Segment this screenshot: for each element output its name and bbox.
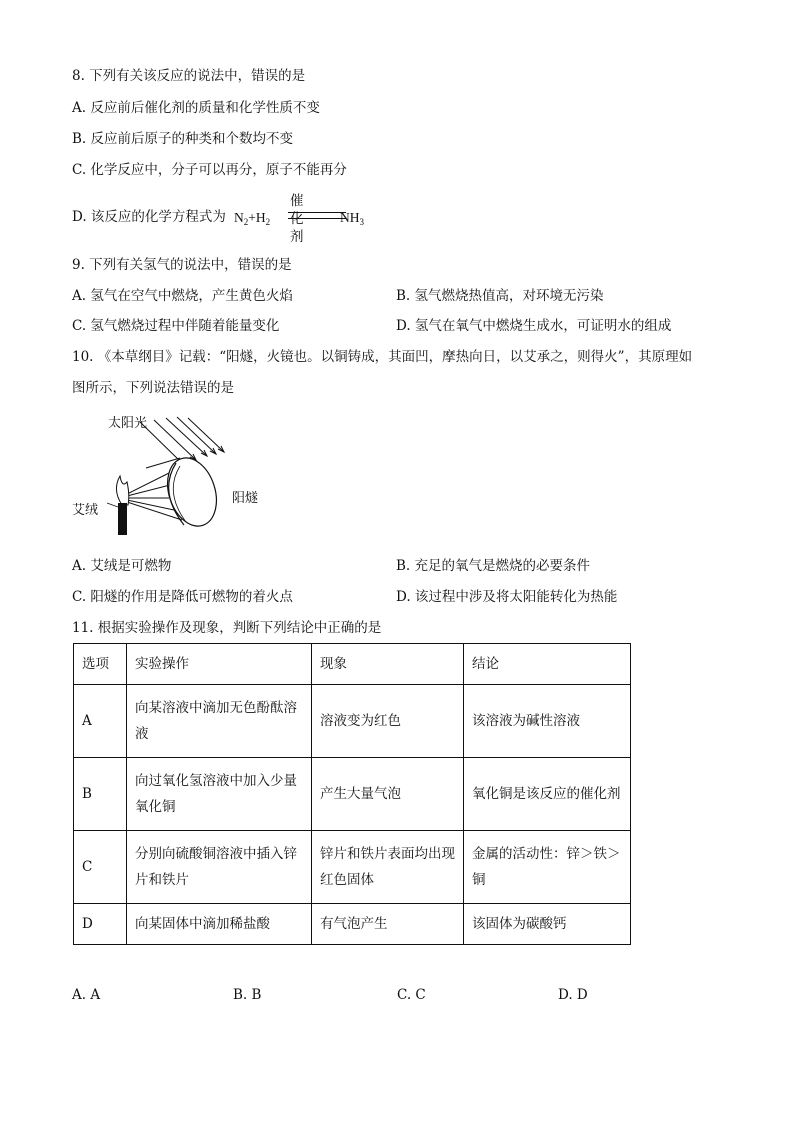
row-a-conclusion: 该溶液为碱性溶液 <box>464 685 631 758</box>
q10-option-a: A. 艾绒是可燃物 <box>72 558 172 574</box>
reaction-condition: 催化剂 <box>290 193 304 245</box>
row-c-option: C <box>74 831 127 904</box>
chemical-equation-reactants: $N_2+H_2$ <box>234 210 271 227</box>
header-option: 选项 <box>74 644 127 685</box>
q8-option-b: B. 反应前后原子的种类和个数均不变 <box>72 131 294 147</box>
q9-option-a: A. 氢气在空气中燃烧，产生黄色火焰 <box>72 288 293 304</box>
table-row <box>74 758 631 831</box>
q9-option-d: D. 氢气在氧气中燃烧生成水，可证明水的组成 <box>396 318 672 334</box>
q11-experiment-table <box>73 643 631 945</box>
table-header-row <box>74 644 631 685</box>
row-d-operation: 向某固体中滴加稀盐酸 <box>127 904 312 945</box>
table-row <box>74 831 631 904</box>
q11-option-b: B. B <box>233 987 262 1003</box>
q11-stem: 11. 根据实验操作及现象，判断下列结论中正确的是 <box>72 620 382 636</box>
row-d-option: D <box>74 904 127 945</box>
row-b-operation: 向过氧化氢溶液中加入少量氧化铜 <box>127 758 312 831</box>
row-d-phenomenon: 有气泡产生 <box>312 904 464 945</box>
q10-option-b: B. 充足的氧气是燃烧的必要条件 <box>396 558 591 574</box>
row-d-conclusion: 该固体为碳酸钙 <box>464 904 631 945</box>
label-moxa: 艾绒 <box>72 503 99 518</box>
q9-option-b: B. 氢气燃烧热值高，对环境无污染 <box>396 288 604 304</box>
row-c-conclusion: 金属的活动性：锌＞铁＞铜 <box>464 831 631 904</box>
q10-stem-line2: 图所示，下列说法错误的是 <box>72 380 234 396</box>
header-conclusion: 结论 <box>464 644 631 685</box>
label-burning-mirror: 阳燧 <box>232 491 259 506</box>
q8-option-c: C. 化学反应中，分子可以再分，原子不能再分 <box>72 162 347 178</box>
table-row <box>74 685 631 758</box>
q8-option-d-text: D. 该反应的化学方程式为 <box>72 209 226 225</box>
row-c-operation: 分别向硫酸铜溶液中插入锌片和铁片 <box>127 831 312 904</box>
q9-option-c: C. 氢气燃烧过程中伴随着能量变化 <box>72 318 280 334</box>
q11-option-a: A. A <box>72 987 101 1003</box>
row-b-phenomenon: 产生大量气泡 <box>312 758 464 831</box>
q10-stem-line1: 10. 《本草纲目》记载：“阳燧，火镜也。以铜铸成，其面凹，摩热向日，以艾承之，则得火”，其原理如 <box>72 349 693 365</box>
q10-option-d: D. 该过程中涉及将太阳能转化为热能 <box>396 589 618 605</box>
label-sunlight: 太阳光 <box>108 416 148 431</box>
burning-mirror-figure <box>72 410 272 540</box>
row-a-phenomenon: 溶液变为红色 <box>312 685 464 758</box>
row-c-phenomenon: 锌片和铁片表面均出现红色固体 <box>312 831 464 904</box>
header-operation: 实验操作 <box>127 644 312 685</box>
row-b-conclusion: 氧化铜是该反应的催化剂 <box>464 758 631 831</box>
row-a-option: A <box>74 685 127 758</box>
q10-option-c: C. 阳燧的作用是降低可燃物的着火点 <box>72 589 293 605</box>
q11-option-d: D. D <box>558 987 588 1003</box>
q8-stem: 8. 下列有关该反应的说法中，错误的是 <box>72 68 306 84</box>
equation-equals-sign <box>288 212 346 219</box>
q11-option-c: C. C <box>397 987 426 1003</box>
q9-stem: 9. 下列有关氢气的说法中，错误的是 <box>72 257 292 273</box>
q8-option-a: A. 反应前后催化剂的质量和化学性质不变 <box>72 100 320 116</box>
table-row <box>74 904 631 945</box>
burning-mirror-illustration <box>72 410 272 540</box>
header-phenomenon: 现象 <box>312 644 464 685</box>
chemical-equation-product: $NH_3$ <box>340 210 364 227</box>
row-b-option: B <box>74 758 127 831</box>
row-a-operation: 向某溶液中滴加无色酚酞溶液 <box>127 685 312 758</box>
